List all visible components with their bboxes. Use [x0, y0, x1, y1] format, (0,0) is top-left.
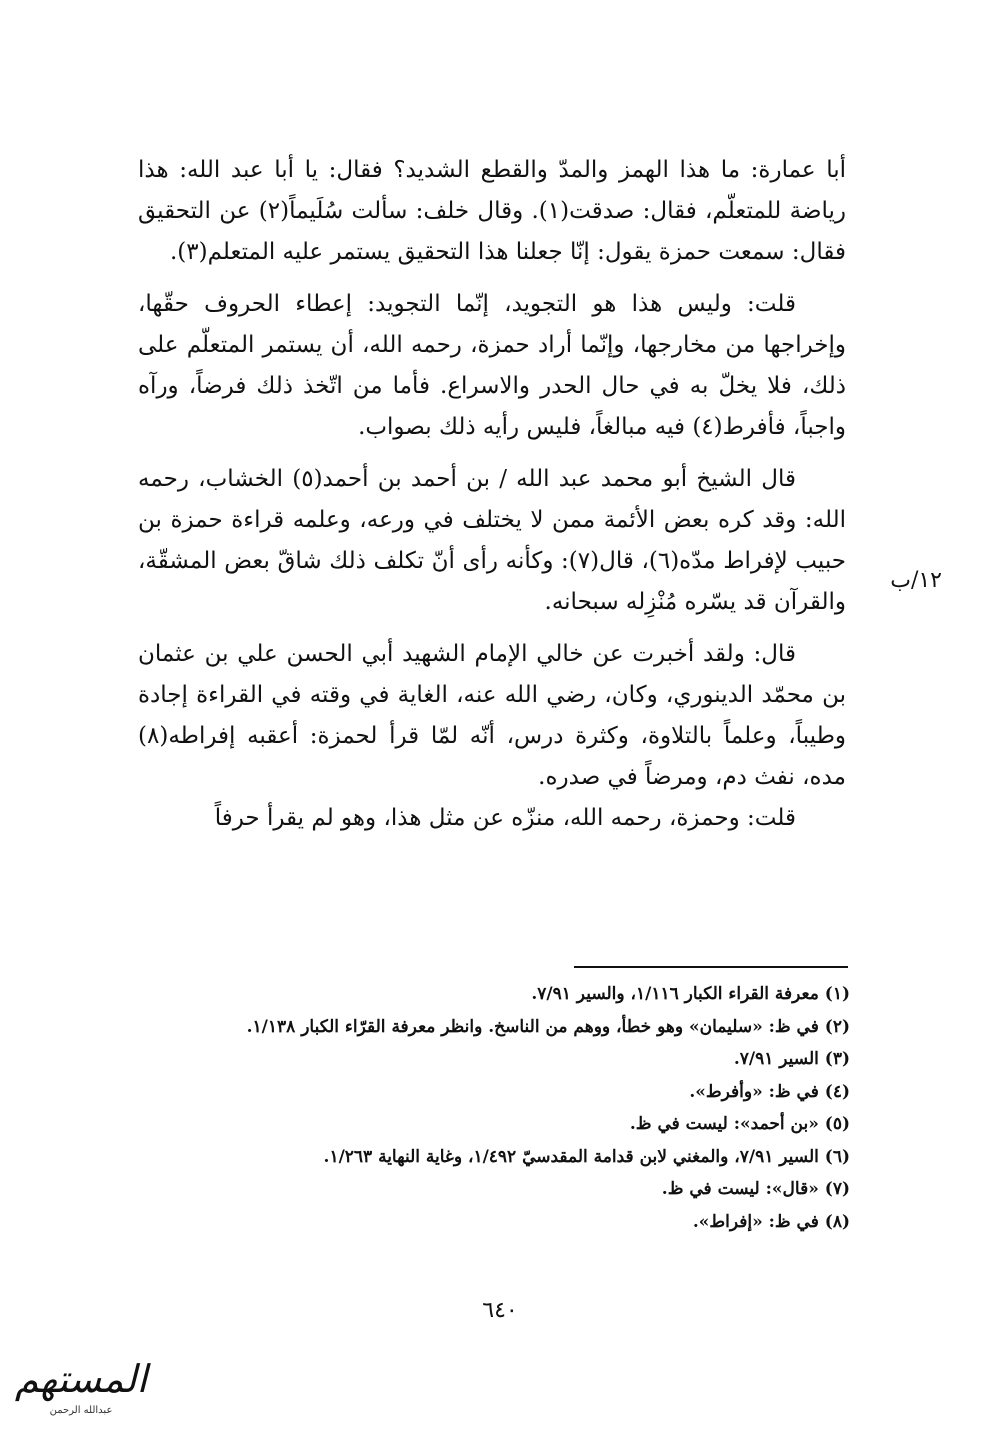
paragraph-2: قلت: وليس هذا هو التجويد، إنّما التجويد: إعطاء الحروف حقّها، وإخراجها من مخارجها، وإنّما أراد حمزة، رحمه الله، أن يستمر المتعلّم على ذلك، فلا يخلّ به في حال الحدر والاسراع. فأما من اتّخذ ذلك فرضاً، ورآه واجباً، فأفرط(٤) فيه مبالغاً، فليس رأيه ذلك بصواب. — [138, 291, 846, 440]
footnote: (٣) السير ٧/٩١. — [733, 1049, 850, 1069]
paragraph-5: قلت: وحمزة، رحمه الله، منزّه عن مثل هذا، وهو لم يقرأ حرفاً — [214, 805, 796, 831]
footnote: (٥) «بن أحمد»: ليست في ظ. — [629, 1114, 850, 1134]
footnote: (٤) في ظ: «وأفرط». — [689, 1081, 850, 1102]
main-text — [138, 150, 846, 850]
logo-sub-text: عبدالله الرحمن — [49, 1405, 113, 1416]
paragraph-3: قال الشيخ أبو محمد عبد الله / بن أحمد بن أحمد(٥) الخشاب، رحمه الله: وقد كره بعض الأئمة ممن لا يختلف في ورعه، وعلمه قراءة حمزة بن حبيب لإفراط مدّه(٦)، قال(٧): وكأنه رأى أنّ تكلف ذلك شاقّ بعض المشقّة، والقرآن قد يسّره مُنْزِله سبحانه. — [138, 466, 846, 615]
footnote: (١) معرفة القراء الكبار ١/١١٦، والسير ٧/٩١. — [531, 984, 850, 1004]
page-number: ٦٤٠ — [482, 1298, 518, 1323]
paragraph-4: قال: ولقد أخبرت عن خالي الإمام الشهيد أبي الحسن علي بن عثمان بن محمّد الدينوري، وكان، رضي الله عنه، الغاية في وقته في القراءة إجادة وطيباً، وعلماً بالتلاوة، وكثرة درس، أنّه لمّا قرأ لحمزة: أعقبه إفراطه(٨) مده، نفث دم، ومرضاً في صدره. — [138, 641, 846, 790]
footnote: (٦) السير ٧/٩١، والمغني لابن قدامة المقدسيّ ١/٤٩٢، وغاية النهاية ١/٢٦٣. — [323, 1146, 850, 1167]
paragraph-1: أبا عمارة: ما هذا الهمز والمدّ والقطع الشديد؟ فقال: يا أبا عبد الله: هذا رياضة للمتعلّم، فقال: صدقت(١). وقال خلف: سألت سُلَيماً(٢) عن التحقيق فقال: سمعت حمزة يقول: إنّا جعلنا هذا التحقيق يستمر عليه المتعلم(٣). — [138, 157, 846, 265]
logo-main-text: المستهم — [14, 1357, 148, 1401]
footnote: (٧) «قال»: ليست في ظ. — [661, 1179, 850, 1199]
footnote: (٢) في ظ: «سليمان» وهو خطأ، ووهم من الناسخ. وانظر معرفة القرّاء الكبار ١/١٣٨. — [246, 1016, 850, 1037]
footnote-divider — [574, 966, 848, 968]
publisher-logo — [6, 1350, 156, 1430]
footnote: (٨) في ظ: «إفراط». — [692, 1211, 850, 1232]
footnotes — [140, 978, 850, 1238]
margin-folio-note: ١٢/ب — [890, 568, 942, 593]
